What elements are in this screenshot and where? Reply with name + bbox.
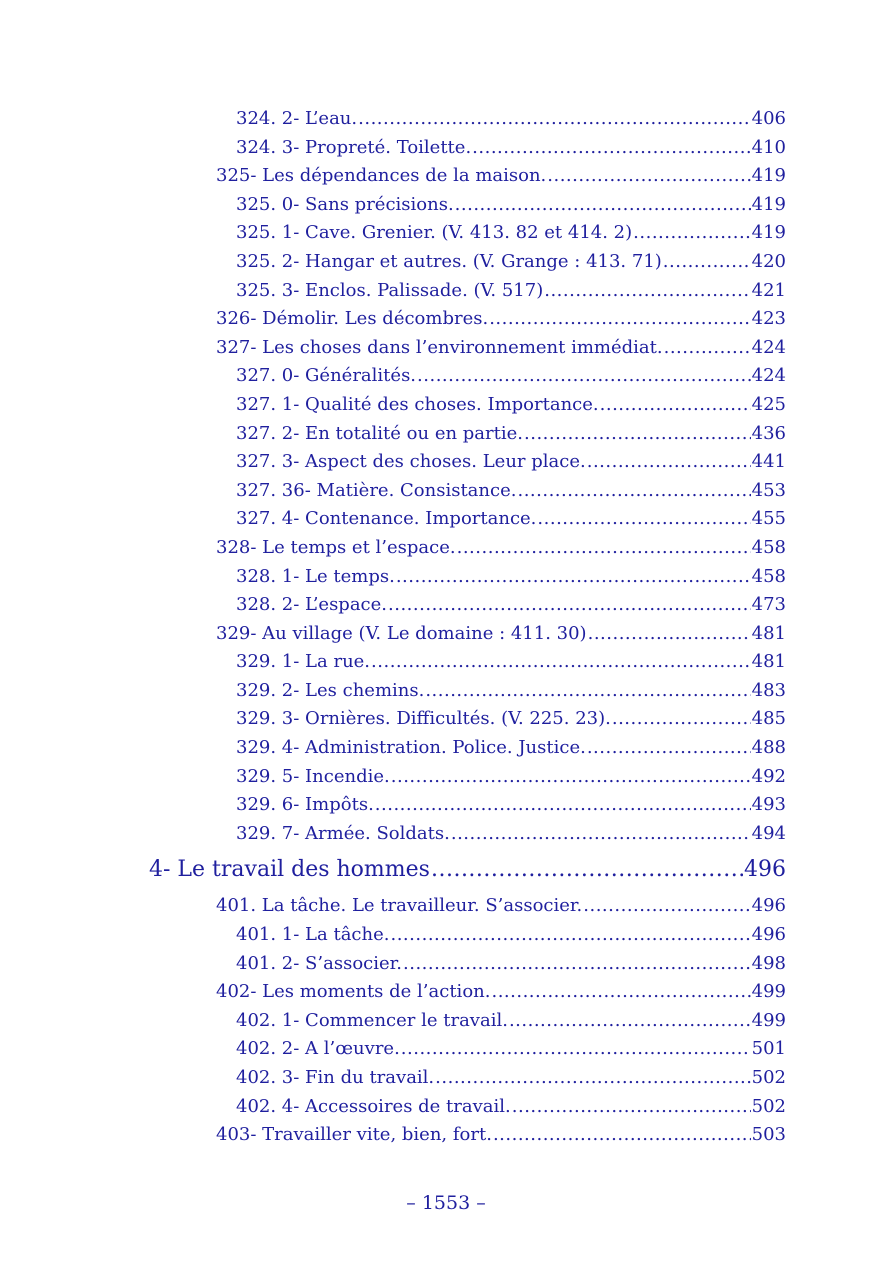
dot-leader [472, 134, 750, 163]
toc-entry-page: 410 [751, 136, 786, 158]
toc-entry-page: 424 [751, 336, 786, 358]
toc-entry-label: 329. 1- La rue. [236, 651, 371, 673]
dot-leader [664, 334, 751, 363]
dot-leader [358, 105, 751, 134]
toc-entry [0, 763, 892, 792]
dot-leader [457, 534, 751, 563]
dot-leader [537, 505, 750, 534]
dot-leader [391, 763, 751, 792]
toc-entry-page: 496 [751, 924, 786, 946]
toc-entry-label: 329. 5- Incendie. [236, 765, 390, 787]
dot-leader [388, 591, 751, 620]
toc-entry-page: 436 [751, 422, 786, 444]
toc-entry-label: 401. 2- S’associer. [236, 952, 402, 974]
toc-entry [0, 734, 892, 763]
toc-entry-label: 328. 1- Le temps. [236, 565, 395, 587]
toc-entry [0, 820, 892, 849]
toc-entry-page: 501 [751, 1038, 786, 1060]
toc-entry-page: 419 [751, 222, 786, 244]
toc-entry-label: 328- Le temps et l’espace. [216, 536, 456, 558]
dot-leader [509, 1007, 751, 1036]
dot-leader [425, 677, 750, 706]
toc-entry-page: 483 [751, 679, 786, 701]
toc-entry [0, 1121, 892, 1150]
dot-leader [417, 362, 751, 391]
dot-leader [587, 734, 751, 763]
toc-entry-page: 425 [751, 393, 786, 415]
dot-leader [583, 892, 750, 921]
page-number: – 1553 – [406, 1192, 486, 1214]
toc-entry-label: 329- Au village (V. Le domaine : 411. 30) [216, 622, 587, 644]
dot-leader [375, 791, 751, 820]
dot-leader [489, 305, 750, 334]
toc-entry-page: 424 [751, 365, 786, 387]
toc-entry-label: 329. 2- Les chemins. [236, 679, 425, 701]
toc-entry-label: 325. 2- Hangar et autres. (V. Grange : 413. 71) [236, 250, 662, 272]
toc-entry-page: 419 [751, 193, 786, 215]
toc-entry-page: 502 [751, 1095, 786, 1117]
toc-entry-page: 423 [751, 308, 786, 330]
dot-leader [600, 391, 751, 420]
toc-entry [0, 277, 892, 306]
toc-entry [0, 677, 892, 706]
toc-entry-label: 401. La tâche. Le travailleur. S’associer. [216, 895, 583, 917]
toc-entry-page: 481 [751, 651, 786, 673]
toc-entry-page: 485 [751, 708, 786, 730]
toc-entry [0, 591, 892, 620]
toc-entry [0, 334, 892, 363]
toc-entry-page: 455 [751, 508, 786, 530]
dot-leader [524, 420, 751, 449]
toc-entry-label: 329. 3- Ornières. Difficultés. (V. 225. 23). [236, 708, 611, 730]
dot-leader [663, 248, 751, 277]
toc-entry [0, 248, 892, 277]
toc-entry [0, 563, 892, 592]
toc-entry-page: 496 [744, 857, 786, 883]
toc-entry-page: 441 [751, 451, 786, 473]
toc-entry-page: 499 [751, 1009, 786, 1031]
toc-entry-label: 325. 0- Sans précisions. [236, 193, 454, 215]
toc-entry-label: 327. 3- Aspect des choses. Leur place. [236, 451, 586, 473]
dot-leader [451, 820, 751, 849]
toc-entry [0, 978, 892, 1007]
toc-entry-label: 329. 7- Armée. Soldats. [236, 822, 450, 844]
toc-entry [0, 950, 892, 979]
toc-entry [0, 105, 892, 134]
toc-entry-label: 327. 4- Contenance. Importance. [236, 508, 537, 530]
toc-entry-label: 328. 2- L’espace. [236, 594, 388, 616]
toc-entry-label: 402- Les moments de l’action. [216, 981, 491, 1003]
toc-entry-page: 458 [751, 536, 786, 558]
toc-entry-label: 327. 36- Matière. Consistance. [236, 479, 517, 501]
toc-entry [0, 1064, 892, 1093]
toc-entry-page: 488 [751, 737, 786, 759]
toc-entry-page: 499 [751, 981, 786, 1003]
dot-leader [403, 950, 751, 979]
toc-entry [0, 620, 892, 649]
toc-entry-label: 327. 2- En totalité ou en partie. [236, 422, 524, 444]
toc-entry [0, 420, 892, 449]
toc-entry [0, 921, 892, 950]
dot-leader [396, 563, 751, 592]
toc-entry [0, 534, 892, 563]
dot-leader [517, 477, 750, 506]
dot-leader [587, 448, 751, 477]
toc-entry [0, 448, 892, 477]
toc-entry-page: 503 [751, 1124, 786, 1146]
dot-leader [544, 277, 750, 306]
toc-entry [0, 1007, 892, 1036]
toc-entry-label: 327. 1- Qualité des choses. Importance. [236, 393, 599, 415]
dot-leader [588, 620, 751, 649]
dot-leader [390, 921, 750, 950]
toc-entry [0, 191, 892, 220]
toc-entry [0, 219, 892, 248]
toc-entry [0, 1093, 892, 1122]
toc-entry [0, 477, 892, 506]
dot-leader [401, 1035, 751, 1064]
toc-entry-page: 494 [751, 822, 786, 844]
toc-entry-label: 327. 0- Généralités. [236, 365, 417, 387]
toc-entry [0, 1035, 892, 1064]
dot-leader [431, 850, 743, 890]
toc-entry [0, 505, 892, 534]
toc-entry-page: 419 [751, 165, 786, 187]
toc-entry-page: 493 [751, 794, 786, 816]
toc-entry-page: 473 [751, 594, 786, 616]
dot-leader [633, 219, 750, 248]
toc-entry-label: 325- Les dépendances de la maison. [216, 165, 547, 187]
toc-entry [0, 705, 892, 734]
toc-entry-page: 481 [751, 622, 786, 644]
toc-entry-page: 406 [751, 108, 786, 129]
toc-entry-label: 324. 3- Propreté. Toilette. [236, 136, 472, 158]
dot-leader [547, 162, 750, 191]
dot-leader [435, 1064, 750, 1093]
toc-entry-label: 327- Les choses dans l’environnement immédiat. [216, 336, 663, 358]
toc-entry-label: 4- Le travail des hommes [149, 857, 430, 883]
dot-leader [493, 1121, 751, 1150]
toc-entry-label: 402. 1- Commencer le travail. [236, 1009, 508, 1031]
toc-entry-label: 402. 2- A l’œuvre. [236, 1038, 400, 1060]
toc-entry [0, 305, 892, 334]
toc-entry [0, 134, 892, 163]
toc-entry-label: 326- Démolir. Les décombres. [216, 308, 489, 330]
toc-entry-label: 401. 1- La tâche. [236, 924, 390, 946]
dot-leader [612, 705, 751, 734]
toc-entry-page: 420 [751, 250, 786, 272]
toc-entry-page: 453 [751, 479, 786, 501]
toc-entry-page: 496 [751, 895, 786, 917]
dot-leader [491, 978, 750, 1007]
toc-entry [0, 391, 892, 420]
toc-entry-page: 502 [751, 1067, 786, 1088]
toc-entry-page: 421 [751, 279, 786, 301]
toc-entry [0, 791, 892, 820]
table-of-contents [0, 105, 892, 1150]
toc-entry [0, 362, 892, 391]
toc-chapter-entry [0, 850, 892, 890]
toc-entry-label: 402. 4- Accessoires de travail. [236, 1095, 511, 1117]
toc-entry-label: 324. 2- L’eau. [236, 108, 358, 129]
toc-entry-page: 498 [751, 952, 786, 974]
dot-leader [371, 648, 751, 677]
dot-leader [455, 191, 751, 220]
toc-entry-label: 325. 3- Enclos. Palissade. (V. 517) [236, 279, 544, 301]
toc-entry-page: 492 [751, 765, 786, 787]
toc-entry-label: 329. 4- Administration. Police. Justice. [236, 737, 586, 759]
toc-entry-label: 402. 3- Fin du travail. [236, 1067, 435, 1088]
dot-leader [512, 1093, 751, 1122]
toc-entry-page: 458 [751, 565, 786, 587]
toc-entry [0, 162, 892, 191]
toc-entry [0, 648, 892, 677]
toc-entry-label: 325. 1- Cave. Grenier. (V. 413. 82 et 414. 2) [236, 222, 633, 244]
toc-entry [0, 892, 892, 921]
toc-entry-label: 329. 6- Impôts. [236, 794, 374, 816]
toc-entry-label: 403- Travailler vite, bien, fort. [216, 1124, 492, 1146]
